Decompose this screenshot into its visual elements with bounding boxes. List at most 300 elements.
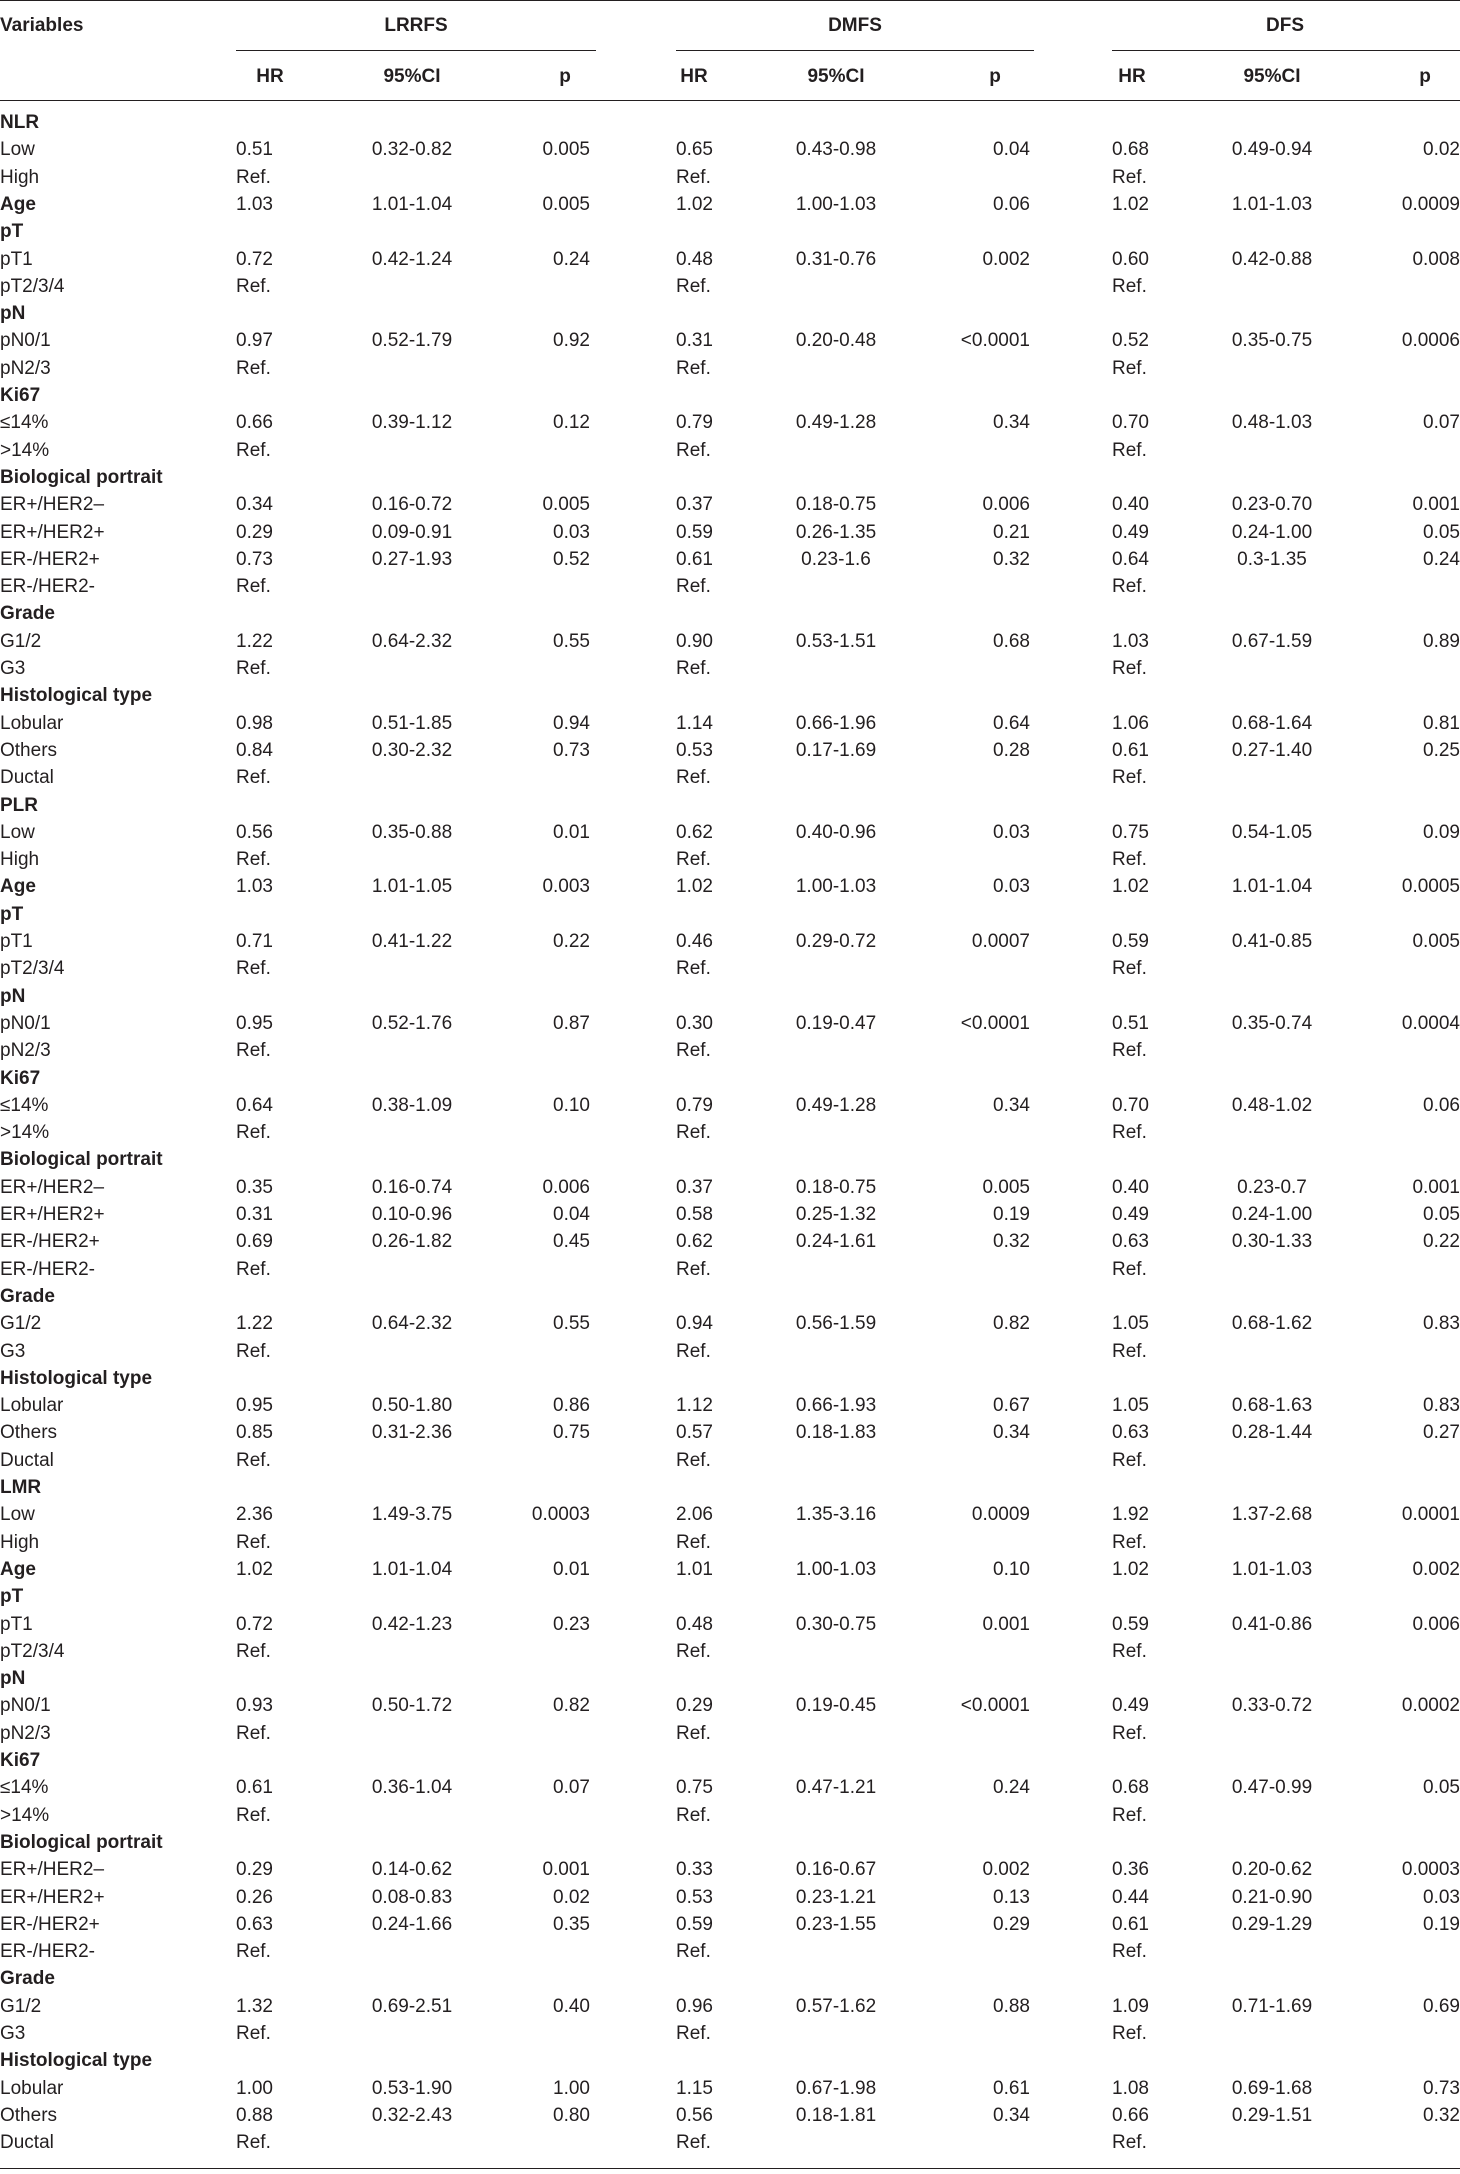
subheader-hr: HR	[256, 66, 284, 87]
lrrfs-hr-cell: 0.93	[236, 1695, 273, 1717]
dfs-ci-cell: 0.21-0.90	[1231, 1886, 1313, 1908]
variables-header: Variables	[0, 15, 84, 36]
dfs-hr-cell: Ref.	[1112, 166, 1147, 188]
dmfs-p-cell: 0.001	[982, 1613, 1030, 1635]
variable-level: ≤14%	[0, 412, 49, 434]
lrrfs-ci-cell: 0.31-2.36	[371, 1422, 453, 1444]
dfs-ci-cell: 0.23-0.7	[1237, 1176, 1307, 1198]
variable-heading: Grade	[0, 1968, 55, 1990]
dmfs-ci-cell: 0.30-0.75	[795, 1613, 877, 1635]
dmfs-ci-cell: 0.66-1.93	[795, 1395, 877, 1417]
lrrfs-p-cell: 0.005	[542, 139, 590, 161]
variable-level: pN2/3	[0, 357, 51, 379]
lrrfs-hr-cell: Ref.	[236, 958, 271, 980]
lrrfs-ci-cell: 0.38-1.09	[371, 1094, 453, 1116]
lrrfs-ci-cell: 0.52-1.79	[371, 330, 453, 352]
variable-level: pT1	[0, 1613, 33, 1635]
dmfs-p-cell: 0.04	[993, 139, 1030, 161]
dfs-p-cell: 0.25	[1423, 739, 1460, 761]
dfs-hr-cell: Ref.	[1112, 2023, 1147, 2044]
dmfs-hr-cell: Ref.	[676, 166, 711, 188]
variable-level: Others	[0, 739, 58, 761]
lrrfs-p-cell: 0.001	[542, 1859, 590, 1881]
variable-heading: pN	[0, 303, 26, 325]
lrrfs-ci-cell: 0.42-1.23	[371, 1613, 453, 1635]
dfs-p-cell: 0.05	[1423, 1204, 1460, 1225]
dfs-p-cell: 0.0005	[1401, 876, 1460, 898]
variable-level: pN0/1	[0, 1012, 51, 1034]
dfs-ci-cell: 0.42-0.88	[1231, 248, 1313, 270]
dmfs-ci-cell: 0.23-1.55	[795, 1913, 877, 1935]
dfs-ci-cell: 1.01-1.04	[1231, 876, 1313, 898]
lrrfs-hr-cell: Ref.	[236, 1722, 271, 1744]
variable-heading: Biological portrait	[0, 1831, 163, 1853]
lrrfs-ci-cell: 0.53-1.90	[371, 2077, 453, 2099]
dfs-hr-cell: Ref.	[1112, 1122, 1147, 1144]
dfs-hr-cell: 0.70	[1112, 1094, 1149, 1116]
lrrfs-hr-cell: Ref.	[236, 1340, 271, 1362]
lrrfs-hr-cell: 0.63	[236, 1913, 273, 1935]
lrrfs-hr-cell: Ref.	[236, 1122, 271, 1144]
variable-heading: Histological type	[0, 1367, 153, 1389]
dmfs-ci-cell: 0.17-1.69	[795, 739, 877, 761]
subheader-ci: 95%CI	[383, 66, 441, 87]
dmfs-ci-cell: 0.18-1.81	[795, 2104, 877, 2126]
lrrfs-hr-cell: Ref.	[236, 2023, 271, 2044]
dmfs-ci-cell: 0.40-0.96	[795, 821, 877, 843]
dmfs-hr-cell: 1.12	[676, 1395, 713, 1417]
dmfs-hr-cell: 1.15	[676, 2077, 713, 2099]
dmfs-hr-cell: 0.48	[676, 248, 713, 270]
variable-level: ER-/HER2+	[0, 548, 100, 570]
dfs-hr-cell: 0.61	[1112, 1913, 1149, 1935]
dmfs-p-cell: 0.0009	[971, 1504, 1030, 1526]
lrrfs-hr-cell: 0.29	[236, 521, 273, 543]
dfs-p-cell: 0.0004	[1401, 1012, 1460, 1034]
dmfs-hr-cell: 1.02	[676, 876, 713, 898]
lrrfs-ci-cell: 1.49-3.75	[371, 1504, 453, 1526]
dfs-hr-cell: 0.68	[1112, 139, 1149, 161]
lrrfs-hr-cell: 1.22	[236, 630, 273, 652]
variable-level: ER+/HER2–	[0, 1176, 105, 1198]
lrrfs-hr-cell: 0.71	[236, 931, 273, 952]
lrrfs-p-cell: 0.73	[553, 739, 590, 761]
lrrfs-p-cell: 0.23	[553, 1613, 590, 1635]
dmfs-hr-cell: 0.90	[676, 630, 713, 652]
dfs-p-cell: 0.005	[1412, 931, 1460, 952]
dfs-p-cell: 0.81	[1423, 712, 1460, 734]
dmfs-p-cell: 0.29	[993, 1913, 1030, 1935]
variable-level: ER+/HER2+	[0, 1204, 105, 1225]
dfs-hr-cell: Ref.	[1112, 1941, 1147, 1963]
dfs-hr-cell: 1.09	[1112, 1995, 1149, 2017]
dmfs-hr-cell: Ref.	[676, 1722, 711, 1744]
dmfs-hr-cell: 1.01	[676, 1558, 713, 1580]
variable-level: pN0/1	[0, 330, 51, 352]
dfs-hr-cell: 0.49	[1112, 521, 1149, 543]
variable-heading: Biological portrait	[0, 1149, 163, 1171]
lrrfs-p-cell: 0.04	[553, 1204, 590, 1225]
dfs-hr-cell: 1.03	[1112, 630, 1149, 652]
dmfs-p-cell: 0.0007	[971, 931, 1030, 952]
subheader-p: p	[1419, 66, 1431, 87]
table-top-rule	[0, 0, 1460, 1]
dfs-ci-cell: 0.48-1.02	[1231, 1094, 1313, 1116]
lrrfs-p-cell: 0.0003	[531, 1504, 590, 1526]
dfs-ci-cell: 0.48-1.03	[1231, 412, 1313, 434]
dmfs-ci-cell: 0.20-0.48	[795, 330, 877, 352]
dfs-hr-cell: Ref.	[1112, 2132, 1147, 2154]
group-header-dmfs: DMFS	[828, 15, 882, 36]
dfs-ci-cell: 1.01-1.03	[1231, 1558, 1313, 1580]
variable-level: pN0/1	[0, 1695, 51, 1717]
dmfs-p-cell: 0.06	[993, 193, 1030, 215]
lrrfs-hr-cell: Ref.	[236, 849, 271, 871]
lrrfs-ci-cell: 0.32-0.82	[371, 139, 453, 161]
variable-level: G3	[0, 2023, 26, 2044]
dmfs-ci-cell: 0.24-1.61	[795, 1231, 877, 1253]
lrrfs-group-rule	[236, 50, 596, 51]
lrrfs-hr-cell: 0.61	[236, 1777, 273, 1799]
lrrfs-hr-cell: Ref.	[236, 357, 271, 379]
subheader-p: p	[559, 66, 571, 87]
dfs-hr-cell: 0.70	[1112, 412, 1149, 434]
lrrfs-ci-cell: 0.30-2.32	[371, 739, 453, 761]
dmfs-ci-cell: 0.56-1.59	[795, 1313, 877, 1335]
lrrfs-hr-cell: Ref.	[236, 1941, 271, 1963]
lrrfs-p-cell: 0.75	[553, 1422, 590, 1444]
variable-heading: pT	[0, 221, 24, 243]
variable-level: >14%	[0, 1804, 50, 1826]
dfs-hr-cell: 0.49	[1112, 1695, 1149, 1717]
lrrfs-ci-cell: 0.41-1.22	[371, 931, 453, 952]
lrrfs-p-cell: 0.94	[553, 712, 590, 734]
lrrfs-hr-cell: 1.03	[236, 876, 273, 898]
table-bottom-rule	[0, 2168, 1460, 2169]
variable-level: ER-/HER2+	[0, 1913, 100, 1935]
dfs-hr-cell: Ref.	[1112, 1804, 1147, 1826]
dmfs-p-cell: 0.34	[993, 2104, 1030, 2126]
dfs-hr-cell: Ref.	[1112, 1531, 1147, 1553]
dfs-p-cell: 0.06	[1423, 1094, 1460, 1116]
dfs-ci-cell: 0.54-1.05	[1231, 821, 1313, 843]
dmfs-hr-cell: 0.75	[676, 1777, 713, 1799]
lrrfs-hr-cell: Ref.	[236, 166, 271, 188]
variable-heading: Age	[0, 1558, 36, 1580]
dmfs-ci-cell: 0.43-0.98	[795, 139, 877, 161]
lrrfs-hr-cell: 2.36	[236, 1504, 273, 1526]
dfs-ci-cell: 0.35-0.74	[1231, 1012, 1313, 1034]
lrrfs-ci-cell: 0.50-1.80	[371, 1395, 453, 1417]
lrrfs-hr-cell: 0.84	[236, 739, 273, 761]
lrrfs-ci-cell: 0.50-1.72	[371, 1695, 453, 1717]
lrrfs-p-cell: 0.40	[553, 1995, 590, 2017]
variable-level: pN2/3	[0, 1722, 51, 1744]
subheader-hr: HR	[680, 66, 708, 87]
dmfs-hr-cell: Ref.	[676, 1122, 711, 1144]
dfs-p-cell: 0.22	[1423, 1231, 1460, 1253]
dmfs-ci-cell: 0.16-0.67	[795, 1859, 877, 1881]
dfs-p-cell: 0.07	[1423, 412, 1460, 434]
dfs-p-cell: 0.24	[1423, 548, 1460, 570]
dmfs-hr-cell: 0.59	[676, 521, 713, 543]
lrrfs-p-cell: 0.82	[553, 1695, 590, 1717]
lrrfs-ci-cell: 0.08-0.83	[371, 1886, 453, 1908]
dmfs-p-cell: 0.13	[993, 1886, 1030, 1908]
dfs-hr-cell: 0.51	[1112, 1012, 1149, 1034]
variable-heading: Age	[0, 876, 36, 898]
dmfs-p-cell: 0.002	[982, 1859, 1030, 1881]
variable-level: Others	[0, 1422, 58, 1444]
dmfs-ci-cell: 0.23-1.21	[795, 1886, 877, 1908]
dfs-ci-cell: 0.71-1.69	[1231, 1995, 1313, 2017]
lrrfs-hr-cell: 0.72	[236, 248, 273, 270]
lrrfs-hr-cell: Ref.	[236, 1258, 271, 1280]
dmfs-hr-cell: 1.14	[676, 712, 713, 734]
dmfs-hr-cell: Ref.	[676, 275, 711, 297]
lrrfs-hr-cell: 0.69	[236, 1231, 273, 1253]
dmfs-p-cell: 0.002	[982, 248, 1030, 270]
dfs-ci-cell: 0.28-1.44	[1231, 1422, 1313, 1444]
dfs-p-cell: 0.32	[1423, 2104, 1460, 2126]
variable-level: pN2/3	[0, 1040, 51, 1062]
dmfs-p-cell: 0.005	[982, 1176, 1030, 1198]
dmfs-hr-cell: Ref.	[676, 1040, 711, 1062]
dfs-p-cell: 0.83	[1423, 1313, 1460, 1335]
dfs-p-cell: 0.008	[1412, 248, 1460, 270]
dmfs-hr-cell: Ref.	[676, 576, 711, 598]
dmfs-ci-cell: 1.00-1.03	[795, 1558, 877, 1580]
lrrfs-p-cell: 0.003	[542, 876, 590, 898]
dmfs-p-cell: 0.03	[993, 821, 1030, 843]
dmfs-ci-cell: 1.35-3.16	[795, 1504, 877, 1526]
dfs-hr-cell: 0.59	[1112, 1613, 1149, 1635]
lrrfs-hr-cell: 0.35	[236, 1176, 273, 1198]
variable-level: High	[0, 849, 40, 871]
lrrfs-hr-cell: 1.32	[236, 1995, 273, 2017]
lrrfs-hr-cell: Ref.	[236, 1531, 271, 1553]
dmfs-p-cell: 0.68	[993, 630, 1030, 652]
variable-level: pT1	[0, 931, 33, 952]
dfs-hr-cell: 1.05	[1112, 1313, 1149, 1335]
lrrfs-p-cell: 0.24	[553, 248, 590, 270]
dfs-hr-cell: 0.63	[1112, 1231, 1149, 1253]
dfs-hr-cell: 0.40	[1112, 494, 1149, 516]
lrrfs-hr-cell: Ref.	[236, 576, 271, 598]
dmfs-hr-cell: 0.79	[676, 412, 713, 434]
dmfs-ci-cell: 0.18-0.75	[795, 494, 877, 516]
dfs-hr-cell: 0.66	[1112, 2104, 1149, 2126]
lrrfs-hr-cell: Ref.	[236, 275, 271, 297]
dfs-hr-cell: 0.44	[1112, 1886, 1149, 1908]
variable-heading: Ki67	[0, 1067, 41, 1089]
dmfs-p-cell: 0.28	[993, 739, 1030, 761]
dmfs-hr-cell: Ref.	[676, 958, 711, 980]
dmfs-ci-cell: 1.00-1.03	[795, 193, 877, 215]
lrrfs-p-cell: 0.01	[553, 1558, 590, 1580]
dmfs-ci-cell: 0.19-0.45	[795, 1695, 877, 1717]
dfs-hr-cell: 0.64	[1112, 548, 1149, 570]
variable-level: Ductal	[0, 767, 54, 789]
lrrfs-hr-cell: Ref.	[236, 2132, 271, 2154]
lrrfs-hr-cell: Ref.	[236, 1449, 271, 1471]
dfs-ci-cell: 0.3-1.35	[1237, 548, 1307, 570]
lrrfs-ci-cell: 1.01-1.04	[371, 1558, 453, 1580]
dmfs-hr-cell: 0.59	[676, 1913, 713, 1935]
dfs-ci-cell: 0.41-0.86	[1231, 1613, 1313, 1635]
dfs-ci-cell: 0.49-0.94	[1231, 139, 1313, 161]
lrrfs-p-cell: 0.03	[553, 521, 590, 543]
dmfs-ci-cell: 1.00-1.03	[795, 876, 877, 898]
dmfs-hr-cell: 0.30	[676, 1012, 713, 1034]
dmfs-ci-cell: 0.26-1.35	[795, 521, 877, 543]
dmfs-hr-cell: Ref.	[676, 1340, 711, 1362]
lrrfs-hr-cell: 1.03	[236, 193, 273, 215]
dfs-ci-cell: 0.29-1.29	[1231, 1913, 1313, 1935]
dmfs-hr-cell: 0.53	[676, 739, 713, 761]
dfs-hr-cell: 0.49	[1112, 1204, 1149, 1225]
dfs-hr-cell: Ref.	[1112, 1722, 1147, 1744]
variable-level: ER+/HER2–	[0, 494, 105, 516]
dmfs-hr-cell: 0.96	[676, 1995, 713, 2017]
dfs-hr-cell: Ref.	[1112, 958, 1147, 980]
variable-level: ER+/HER2+	[0, 1886, 105, 1908]
variable-level: G3	[0, 1340, 26, 1362]
dmfs-p-cell: 0.24	[993, 1777, 1030, 1799]
dfs-p-cell: 0.69	[1423, 1995, 1460, 2017]
dfs-p-cell: 0.83	[1423, 1395, 1460, 1417]
lrrfs-ci-cell: 0.39-1.12	[371, 412, 453, 434]
dmfs-hr-cell: Ref.	[676, 658, 711, 679]
lrrfs-hr-cell: 0.31	[236, 1204, 273, 1225]
dmfs-hr-cell: Ref.	[676, 439, 711, 461]
variable-level: ≤14%	[0, 1777, 49, 1799]
dmfs-hr-cell: 0.31	[676, 330, 713, 352]
variable-level: High	[0, 166, 40, 188]
lrrfs-hr-cell: 0.95	[236, 1012, 273, 1034]
dmfs-p-cell: 0.34	[993, 1422, 1030, 1444]
lrrfs-ci-cell: 0.35-0.88	[371, 821, 453, 843]
dmfs-ci-cell: 0.53-1.51	[795, 630, 877, 652]
lrrfs-p-cell: 0.005	[542, 193, 590, 215]
dfs-hr-cell: Ref.	[1112, 767, 1147, 789]
lrrfs-ci-cell: 0.27-1.93	[371, 548, 453, 570]
lrrfs-hr-cell: 0.97	[236, 330, 273, 352]
lrrfs-hr-cell: 0.29	[236, 1859, 273, 1881]
variable-level: pT1	[0, 248, 33, 270]
subheader-hr: HR	[1118, 66, 1146, 87]
dmfs-hr-cell: Ref.	[676, 1258, 711, 1280]
dfs-p-cell: 0.0006	[1401, 330, 1460, 352]
dmfs-p-cell: <0.0001	[960, 330, 1030, 352]
dmfs-hr-cell: 0.56	[676, 2104, 713, 2126]
dfs-hr-cell: Ref.	[1112, 1258, 1147, 1280]
lrrfs-p-cell: 0.07	[553, 1777, 590, 1799]
dfs-ci-cell: 0.24-1.00	[1231, 521, 1313, 543]
variable-level: ER+/HER2–	[0, 1859, 105, 1881]
lrrfs-p-cell: 1.00	[553, 2077, 590, 2099]
variable-level: G3	[0, 658, 26, 679]
variable-heading: Ki67	[0, 1750, 41, 1771]
lrrfs-p-cell: 0.92	[553, 330, 590, 352]
lrrfs-ci-cell: 0.09-0.91	[371, 521, 453, 543]
dfs-p-cell: 0.0001	[1401, 1504, 1460, 1526]
dmfs-ci-cell: 0.57-1.62	[795, 1995, 877, 2017]
group-header-dfs: DFS	[1266, 15, 1304, 36]
lrrfs-hr-cell: Ref.	[236, 1040, 271, 1062]
lrrfs-p-cell: 0.12	[553, 412, 590, 434]
dmfs-hr-cell: Ref.	[676, 2132, 711, 2154]
dfs-hr-cell: 0.68	[1112, 1777, 1149, 1799]
dmfs-ci-cell: 0.67-1.98	[795, 2077, 877, 2099]
dmfs-hr-cell: 0.58	[676, 1204, 713, 1225]
lrrfs-hr-cell: 0.98	[236, 712, 273, 734]
lrrfs-ci-cell: 0.32-2.43	[371, 2104, 453, 2126]
lrrfs-hr-cell: Ref.	[236, 1804, 271, 1826]
dmfs-hr-cell: 0.48	[676, 1613, 713, 1635]
subheader-ci: 95%CI	[807, 66, 865, 87]
lrrfs-hr-cell: 0.26	[236, 1886, 273, 1908]
variable-heading: Ki67	[0, 385, 41, 406]
variable-heading: PLR	[0, 794, 38, 816]
lrrfs-p-cell: 0.22	[553, 931, 590, 952]
lrrfs-hr-cell: 0.34	[236, 494, 273, 516]
dmfs-hr-cell: 0.37	[676, 494, 713, 516]
dfs-p-cell: 0.19	[1423, 1913, 1460, 1935]
dfs-hr-cell: 1.05	[1112, 1395, 1149, 1417]
dfs-hr-cell: Ref.	[1112, 1340, 1147, 1362]
dmfs-hr-cell: 0.33	[676, 1859, 713, 1881]
dfs-hr-cell: 1.02	[1112, 1558, 1149, 1580]
lrrfs-p-cell: 0.52	[553, 548, 590, 570]
lrrfs-hr-cell: 0.66	[236, 412, 273, 434]
variable-heading: Age	[0, 193, 36, 215]
dfs-hr-cell: 0.52	[1112, 330, 1149, 352]
lrrfs-p-cell: 0.45	[553, 1231, 590, 1253]
dmfs-hr-cell: 0.53	[676, 1886, 713, 1908]
dfs-p-cell: 0.001	[1412, 1176, 1460, 1198]
subheader-p: p	[989, 66, 1001, 87]
lrrfs-ci-cell: 1.01-1.04	[371, 193, 453, 215]
dfs-ci-cell: 0.68-1.64	[1231, 712, 1313, 734]
lrrfs-p-cell: 0.55	[553, 1313, 590, 1335]
variable-heading: pT	[0, 1586, 24, 1608]
variable-level: pT2/3/4	[0, 958, 65, 980]
dfs-hr-cell: Ref.	[1112, 576, 1147, 598]
dmfs-p-cell: 0.61	[993, 2077, 1030, 2099]
dfs-hr-cell: 1.08	[1112, 2077, 1149, 2099]
dmfs-p-cell: 0.67	[993, 1395, 1030, 1417]
lrrfs-ci-cell: 0.64-2.32	[371, 630, 453, 652]
variable-heading: NLR	[0, 112, 40, 133]
dmfs-ci-cell: 0.66-1.96	[795, 712, 877, 734]
dmfs-hr-cell: 2.06	[676, 1504, 713, 1526]
variable-level: ER-/HER2+	[0, 1231, 100, 1253]
lrrfs-ci-cell: 1.01-1.05	[371, 876, 453, 898]
dmfs-hr-cell: 0.94	[676, 1313, 713, 1335]
dfs-ci-cell: 0.41-0.85	[1231, 931, 1313, 952]
dmfs-hr-cell: Ref.	[676, 1804, 711, 1826]
dfs-ci-cell: 0.30-1.33	[1231, 1231, 1313, 1253]
dmfs-hr-cell: 0.61	[676, 548, 713, 570]
dfs-p-cell: 0.006	[1412, 1613, 1460, 1635]
lrrfs-hr-cell: Ref.	[236, 767, 271, 789]
lrrfs-p-cell: 0.006	[542, 1176, 590, 1198]
dmfs-p-cell: 0.03	[993, 876, 1030, 898]
variable-heading: Grade	[0, 603, 55, 625]
lrrfs-ci-cell: 0.42-1.24	[371, 248, 453, 270]
header-bottom-rule	[0, 100, 1460, 101]
